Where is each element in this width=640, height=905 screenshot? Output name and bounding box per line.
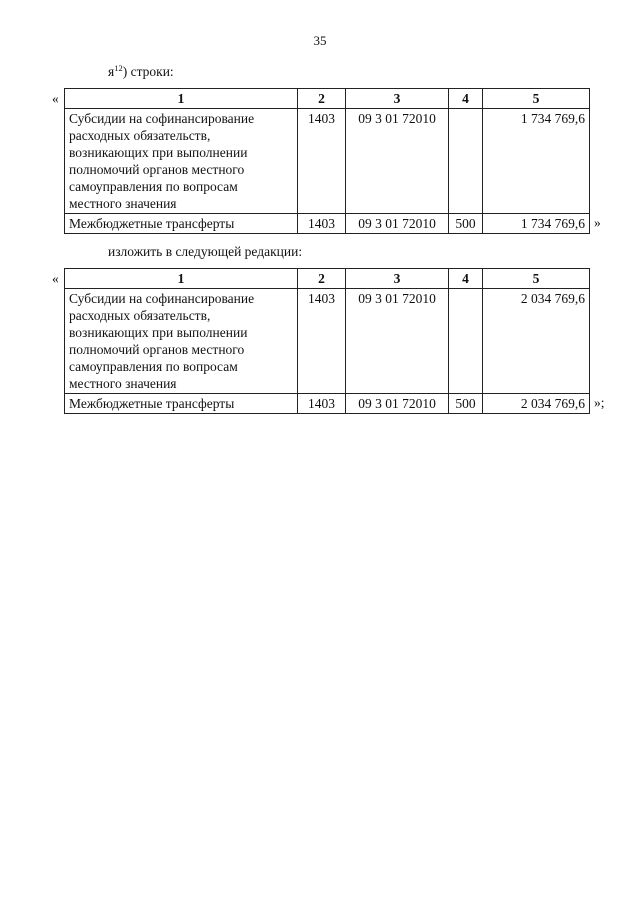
old-rows-table (64, 88, 590, 234)
close-quote-new: »; (594, 395, 605, 410)
header-col-2: 2 (298, 269, 346, 289)
row-type: 500 (449, 394, 483, 414)
header-col-1: 1 (65, 269, 298, 289)
header-col-3: 3 (346, 269, 449, 289)
row-type (449, 289, 483, 394)
table-row (65, 109, 590, 214)
row-name: Межбюджетные трансферты (65, 214, 298, 234)
row-code: 09 3 01 72010 (346, 289, 449, 394)
header-col-2: 2 (298, 89, 346, 109)
table-row (65, 394, 590, 414)
row-name: Субсидии на софинансирование расходных обязательств, возникающих при выполнении полномочий органов местного самоуправления по вопросам местного значения (65, 109, 298, 214)
row-code: 09 3 01 72010 (346, 214, 449, 234)
row-amount: 2 034 769,6 (483, 394, 590, 414)
row-section: 1403 (298, 109, 346, 214)
row-amount: 2 034 769,6 (483, 289, 590, 394)
intro-prefix: я (108, 64, 115, 79)
table-header-row (65, 89, 590, 109)
header-col-4: 4 (449, 269, 483, 289)
intro-text (108, 63, 174, 80)
table-row (65, 289, 590, 394)
row-code: 09 3 01 72010 (346, 109, 449, 214)
row-section: 1403 (298, 214, 346, 234)
row-name: Межбюджетные трансферты (65, 394, 298, 414)
header-col-1: 1 (65, 89, 298, 109)
footnote-superscript: 12 (114, 63, 123, 73)
header-col-4: 4 (449, 89, 483, 109)
open-quote-new: « (52, 271, 59, 286)
intro-suffix: ) строки: (122, 64, 174, 79)
row-amount: 1 734 769,6 (483, 109, 590, 214)
row-code: 09 3 01 72010 (346, 394, 449, 414)
header-col-5: 5 (483, 89, 590, 109)
header-col-3: 3 (346, 89, 449, 109)
row-type: 500 (449, 214, 483, 234)
open-quote-old: « (52, 91, 59, 106)
row-section: 1403 (298, 289, 346, 394)
header-col-5: 5 (483, 269, 590, 289)
new-rows-table (64, 268, 590, 414)
close-quote-old: » (594, 215, 601, 230)
row-type (449, 109, 483, 214)
row-name: Субсидии на софинансирование расходных обязательств, возникающих при выполнении полномочий органов местного самоуправления по вопросам местного значения (65, 289, 298, 394)
lead-text: изложить в следующей редакции: (108, 244, 303, 259)
table-header-row (65, 269, 590, 289)
row-amount: 1 734 769,6 (483, 214, 590, 234)
row-section: 1403 (298, 394, 346, 414)
page-number: 35 (313, 33, 327, 48)
table-row (65, 214, 590, 234)
